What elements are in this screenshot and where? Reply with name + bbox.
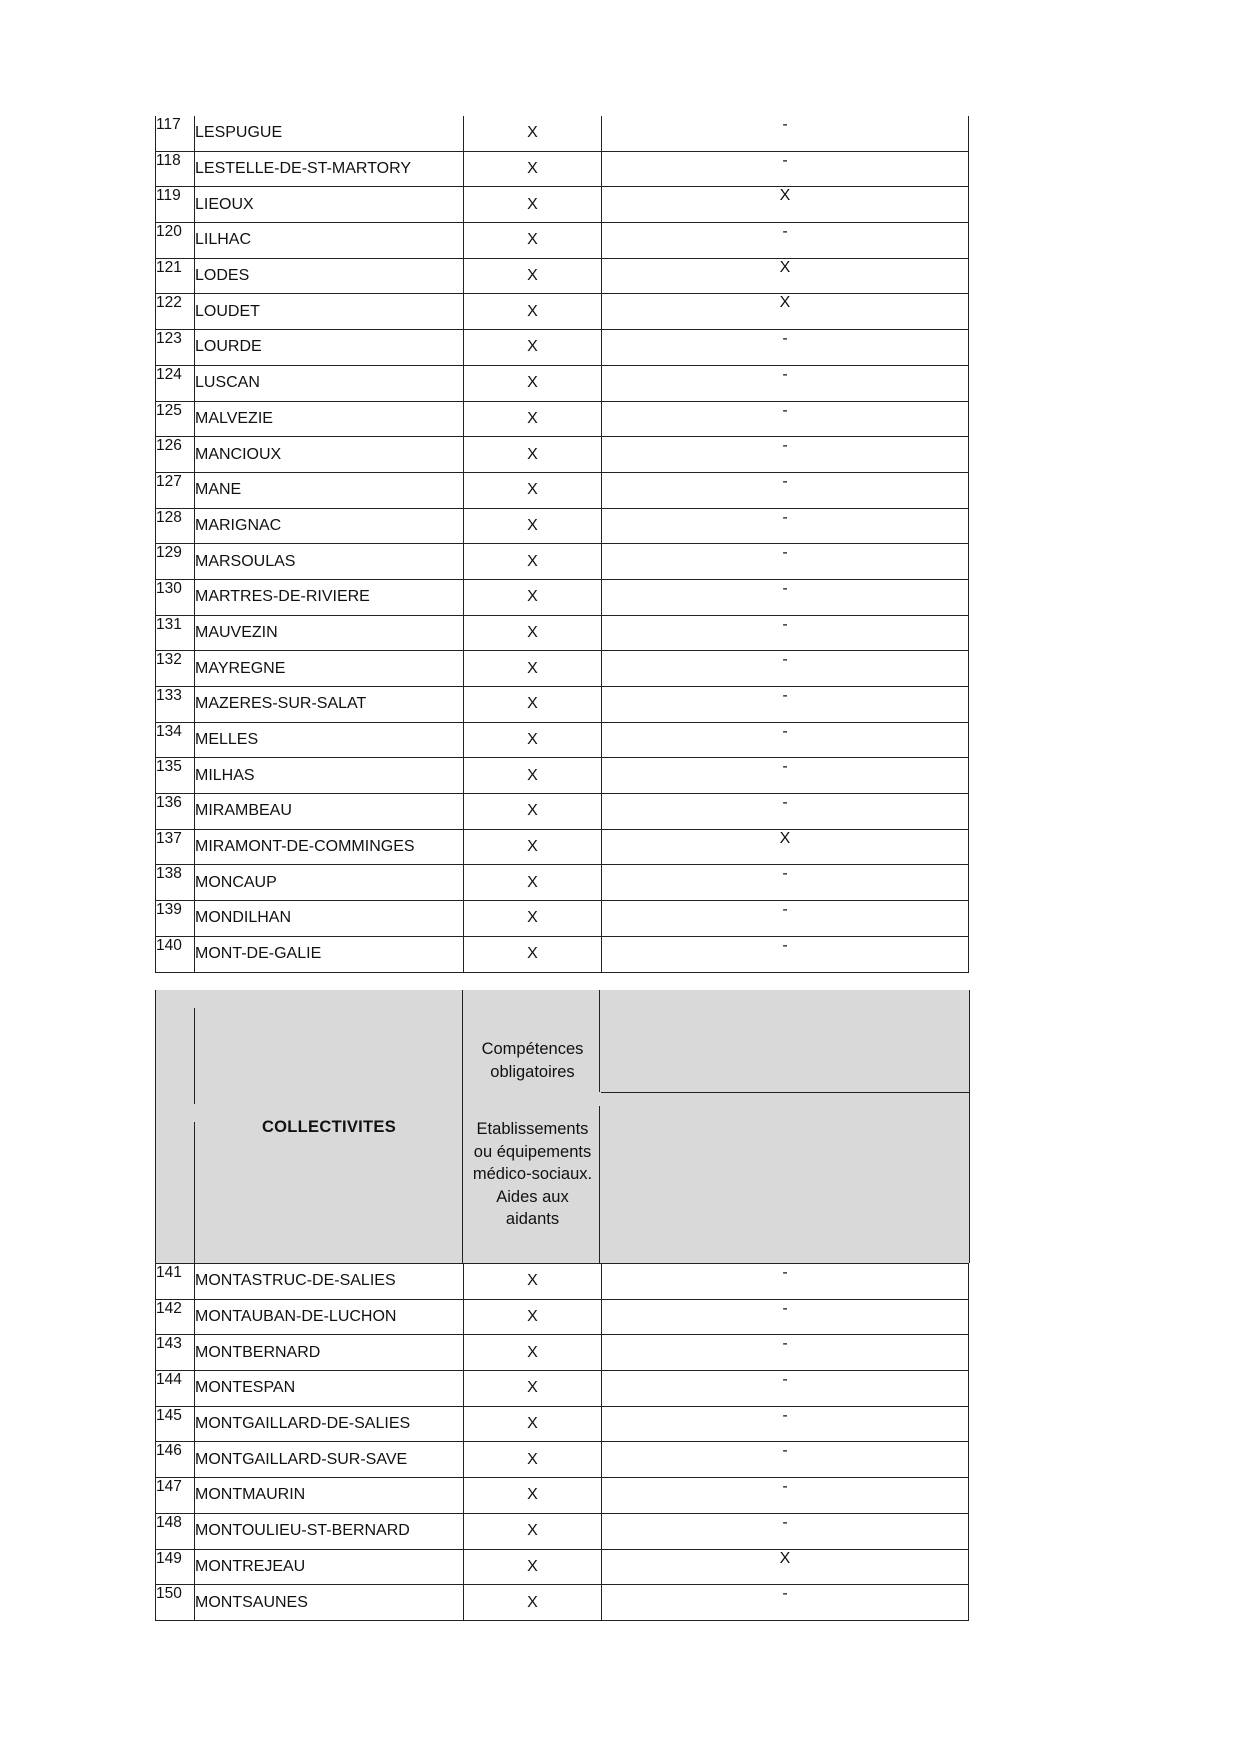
competences-obligatoires-mark: X (464, 794, 602, 830)
medico-sociaux-mark: - (602, 722, 969, 758)
medico-sociaux-mark: - (602, 1371, 969, 1407)
competences-obligatoires-mark: X (464, 1585, 602, 1621)
row-number: 133 (156, 687, 195, 723)
commune-name: MONTBERNARD (195, 1335, 464, 1371)
table-row (156, 401, 969, 437)
commune-name: LESPUGUE (195, 116, 464, 151)
table-row (156, 544, 969, 580)
row-number: 126 (156, 437, 195, 473)
competences-obligatoires-mark: X (464, 1513, 602, 1549)
row-number: 121 (156, 258, 195, 294)
competences-obligatoires-mark: X (464, 829, 602, 865)
commune-name: MONTSAUNES (195, 1585, 464, 1621)
competences-obligatoires-mark: X (464, 437, 602, 473)
competences-obligatoires-mark: X (464, 1264, 602, 1300)
header-competences-line: Compétences (481, 1040, 584, 1058)
competences-obligatoires-mark: X (464, 330, 602, 366)
commune-name: MONT-DE-GALIE (195, 936, 464, 972)
medico-sociaux-mark: X (602, 294, 969, 330)
competences-obligatoires-mark: X (464, 722, 602, 758)
row-number: 147 (156, 1478, 195, 1514)
table-row (156, 1478, 969, 1514)
commune-name: LUSCAN (195, 365, 464, 401)
header-etab-line-2: ou équipements (473, 1142, 592, 1161)
medico-sociaux-mark: - (602, 1299, 969, 1335)
commune-name: MARTRES-DE-RIVIERE (195, 579, 464, 615)
medico-sociaux-mark: - (602, 401, 969, 437)
header-etablissements (464, 1118, 601, 1231)
medico-sociaux-mark: X (602, 1549, 969, 1585)
medico-sociaux-mark: - (602, 508, 969, 544)
table-row (156, 187, 969, 223)
competences-obligatoires-mark: X (464, 472, 602, 508)
row-number: 130 (156, 579, 195, 615)
commune-name: MONTGAILLARD-DE-SALIES (195, 1406, 464, 1442)
medico-sociaux-mark: - (602, 901, 969, 937)
table-row (156, 1406, 969, 1442)
table-row (156, 758, 969, 794)
header-obligatoires-line: obligatoires (490, 1063, 575, 1081)
commune-name: LODES (195, 258, 464, 294)
row-number: 129 (156, 544, 195, 580)
medico-sociaux-mark: - (602, 687, 969, 723)
table-row (156, 687, 969, 723)
competences-obligatoires-mark: X (464, 651, 602, 687)
row-number: 140 (156, 936, 195, 972)
medico-sociaux-mark: - (602, 437, 969, 473)
commune-name: MONTGAILLARD-SUR-SAVE (195, 1442, 464, 1478)
medico-sociaux-mark: - (602, 758, 969, 794)
table-row (156, 1371, 969, 1407)
row-number: 141 (156, 1264, 195, 1300)
competences-obligatoires-mark: X (464, 579, 602, 615)
medico-sociaux-mark: - (602, 1335, 969, 1371)
medico-sociaux-mark: - (602, 794, 969, 830)
header-etab-line-5: aidants (505, 1210, 560, 1228)
row-number: 125 (156, 401, 195, 437)
medico-sociaux-mark: - (602, 116, 969, 151)
row-number: 136 (156, 794, 195, 830)
table-row (156, 1335, 969, 1371)
row-number: 145 (156, 1406, 195, 1442)
table-row (156, 116, 969, 151)
row-number: 137 (156, 829, 195, 865)
medico-sociaux-mark: - (602, 615, 969, 651)
table-row (156, 1442, 969, 1478)
medico-sociaux-mark: X (602, 187, 969, 223)
row-number: 124 (156, 365, 195, 401)
medico-sociaux-mark: - (602, 1478, 969, 1514)
competences-obligatoires-mark: X (464, 1371, 602, 1407)
row-number: 135 (156, 758, 195, 794)
medico-sociaux-mark: - (602, 1406, 969, 1442)
row-number: 127 (156, 472, 195, 508)
competences-obligatoires-mark: X (464, 365, 602, 401)
competences-obligatoires-mark: X (464, 901, 602, 937)
row-number: 142 (156, 1299, 195, 1335)
commune-name: MAYREGNE (195, 651, 464, 687)
row-number: 138 (156, 865, 195, 901)
commune-name: MALVEZIE (195, 401, 464, 437)
commune-name: MIRAMONT-DE-COMMINGES (195, 829, 464, 865)
commune-name: MONTMAURIN (195, 1478, 464, 1514)
competences-obligatoires-mark: X (464, 1299, 602, 1335)
commune-name: MELLES (195, 722, 464, 758)
competences-obligatoires-mark: X (464, 1406, 602, 1442)
table-row (156, 1264, 969, 1300)
table-header (155, 990, 970, 1263)
commune-name: MAUVEZIN (195, 615, 464, 651)
header-etab-line-1: Etablissements (476, 1120, 589, 1138)
medico-sociaux-mark: - (602, 1513, 969, 1549)
commune-name: MAZERES-SUR-SALAT (195, 687, 464, 723)
table-row (156, 936, 969, 972)
medico-sociaux-mark: - (602, 865, 969, 901)
commune-name: MIRAMBEAU (195, 794, 464, 830)
competences-obligatoires-mark: X (464, 223, 602, 259)
competences-obligatoires-mark: X (464, 294, 602, 330)
table-row (156, 365, 969, 401)
commune-name: MONTASTRUC-DE-SALIES (195, 1264, 464, 1300)
commune-name: LESTELLE-DE-ST-MARTORY (195, 151, 464, 187)
commune-name: MANE (195, 472, 464, 508)
table-row (156, 651, 969, 687)
row-number: 134 (156, 722, 195, 758)
row-number: 132 (156, 651, 195, 687)
competences-obligatoires-mark: X (464, 865, 602, 901)
table-row (156, 1513, 969, 1549)
competences-obligatoires-mark: X (464, 1478, 602, 1514)
table-row (156, 722, 969, 758)
table-row (156, 865, 969, 901)
commune-name: MONDILHAN (195, 901, 464, 937)
row-number: 144 (156, 1371, 195, 1407)
table-row (156, 472, 969, 508)
row-number: 143 (156, 1335, 195, 1371)
row-number: 119 (156, 187, 195, 223)
medico-sociaux-mark: - (602, 936, 969, 972)
header-etab-line-4: Aides aux (496, 1187, 569, 1206)
medico-sociaux-mark: - (602, 544, 969, 580)
commune-name: LILHAC (195, 223, 464, 259)
medico-sociaux-mark: - (602, 1585, 969, 1621)
header-competences-obligatoires (464, 1038, 601, 1084)
medico-sociaux-mark: - (602, 1442, 969, 1478)
commune-name: LIEOUX (195, 187, 464, 223)
competences-obligatoires-mark: X (464, 258, 602, 294)
row-number: 150 (156, 1585, 195, 1621)
header-collectivites: COLLECTIVITES (261, 1118, 397, 1136)
table-row (156, 330, 969, 366)
competences-obligatoires-mark: X (464, 936, 602, 972)
competences-obligatoires-mark: X (464, 401, 602, 437)
medico-sociaux-mark: - (602, 151, 969, 187)
communes-table-bottom (155, 1263, 969, 1621)
commune-name: MANCIOUX (195, 437, 464, 473)
table-row (156, 294, 969, 330)
competences-obligatoires-mark: X (464, 187, 602, 223)
row-number: 149 (156, 1549, 195, 1585)
table-row (156, 1549, 969, 1585)
communes-table-top (155, 116, 969, 973)
commune-name: MONCAUP (195, 865, 464, 901)
commune-name: MONTOULIEU-ST-BERNARD (195, 1513, 464, 1549)
medico-sociaux-mark: - (602, 579, 969, 615)
row-number: 139 (156, 901, 195, 937)
row-number: 122 (156, 294, 195, 330)
competences-obligatoires-mark: X (464, 116, 602, 151)
commune-name: MILHAS (195, 758, 464, 794)
competences-obligatoires-mark: X (464, 687, 602, 723)
commune-name: MONTREJEAU (195, 1549, 464, 1585)
row-number: 148 (156, 1513, 195, 1549)
table-row (156, 829, 969, 865)
row-number: 123 (156, 330, 195, 366)
medico-sociaux-mark: - (602, 223, 969, 259)
table-row (156, 223, 969, 259)
table-row (156, 794, 969, 830)
row-number: 120 (156, 223, 195, 259)
competences-obligatoires-mark: X (464, 1549, 602, 1585)
row-number: 128 (156, 508, 195, 544)
table-row (156, 1585, 969, 1621)
commune-name: MONTESPAN (195, 1371, 464, 1407)
commune-name: LOURDE (195, 330, 464, 366)
medico-sociaux-mark: X (602, 258, 969, 294)
commune-name: LOUDET (195, 294, 464, 330)
medico-sociaux-mark: - (602, 365, 969, 401)
medico-sociaux-mark: - (602, 1264, 969, 1300)
medico-sociaux-mark: - (602, 472, 969, 508)
table-row (156, 1299, 969, 1335)
table-row (156, 151, 969, 187)
competences-obligatoires-mark: X (464, 1335, 602, 1371)
table-row (156, 615, 969, 651)
row-number: 117 (156, 116, 195, 151)
table-row (156, 258, 969, 294)
table-row (156, 508, 969, 544)
table-row (156, 901, 969, 937)
row-number: 118 (156, 151, 195, 187)
competences-obligatoires-mark: X (464, 151, 602, 187)
medico-sociaux-mark: - (602, 651, 969, 687)
row-number: 146 (156, 1442, 195, 1478)
competences-obligatoires-mark: X (464, 758, 602, 794)
header-etab-line-3: médico-sociaux. (472, 1165, 593, 1183)
commune-name: MARSOULAS (195, 544, 464, 580)
medico-sociaux-mark: - (602, 330, 969, 366)
medico-sociaux-mark: X (602, 829, 969, 865)
table-row (156, 579, 969, 615)
competences-obligatoires-mark: X (464, 508, 602, 544)
commune-name: MARIGNAC (195, 508, 464, 544)
table-row (156, 437, 969, 473)
competences-obligatoires-mark: X (464, 1442, 602, 1478)
commune-name: MONTAUBAN-DE-LUCHON (195, 1299, 464, 1335)
row-number: 131 (156, 615, 195, 651)
competences-obligatoires-mark: X (464, 544, 602, 580)
competences-obligatoires-mark: X (464, 615, 602, 651)
